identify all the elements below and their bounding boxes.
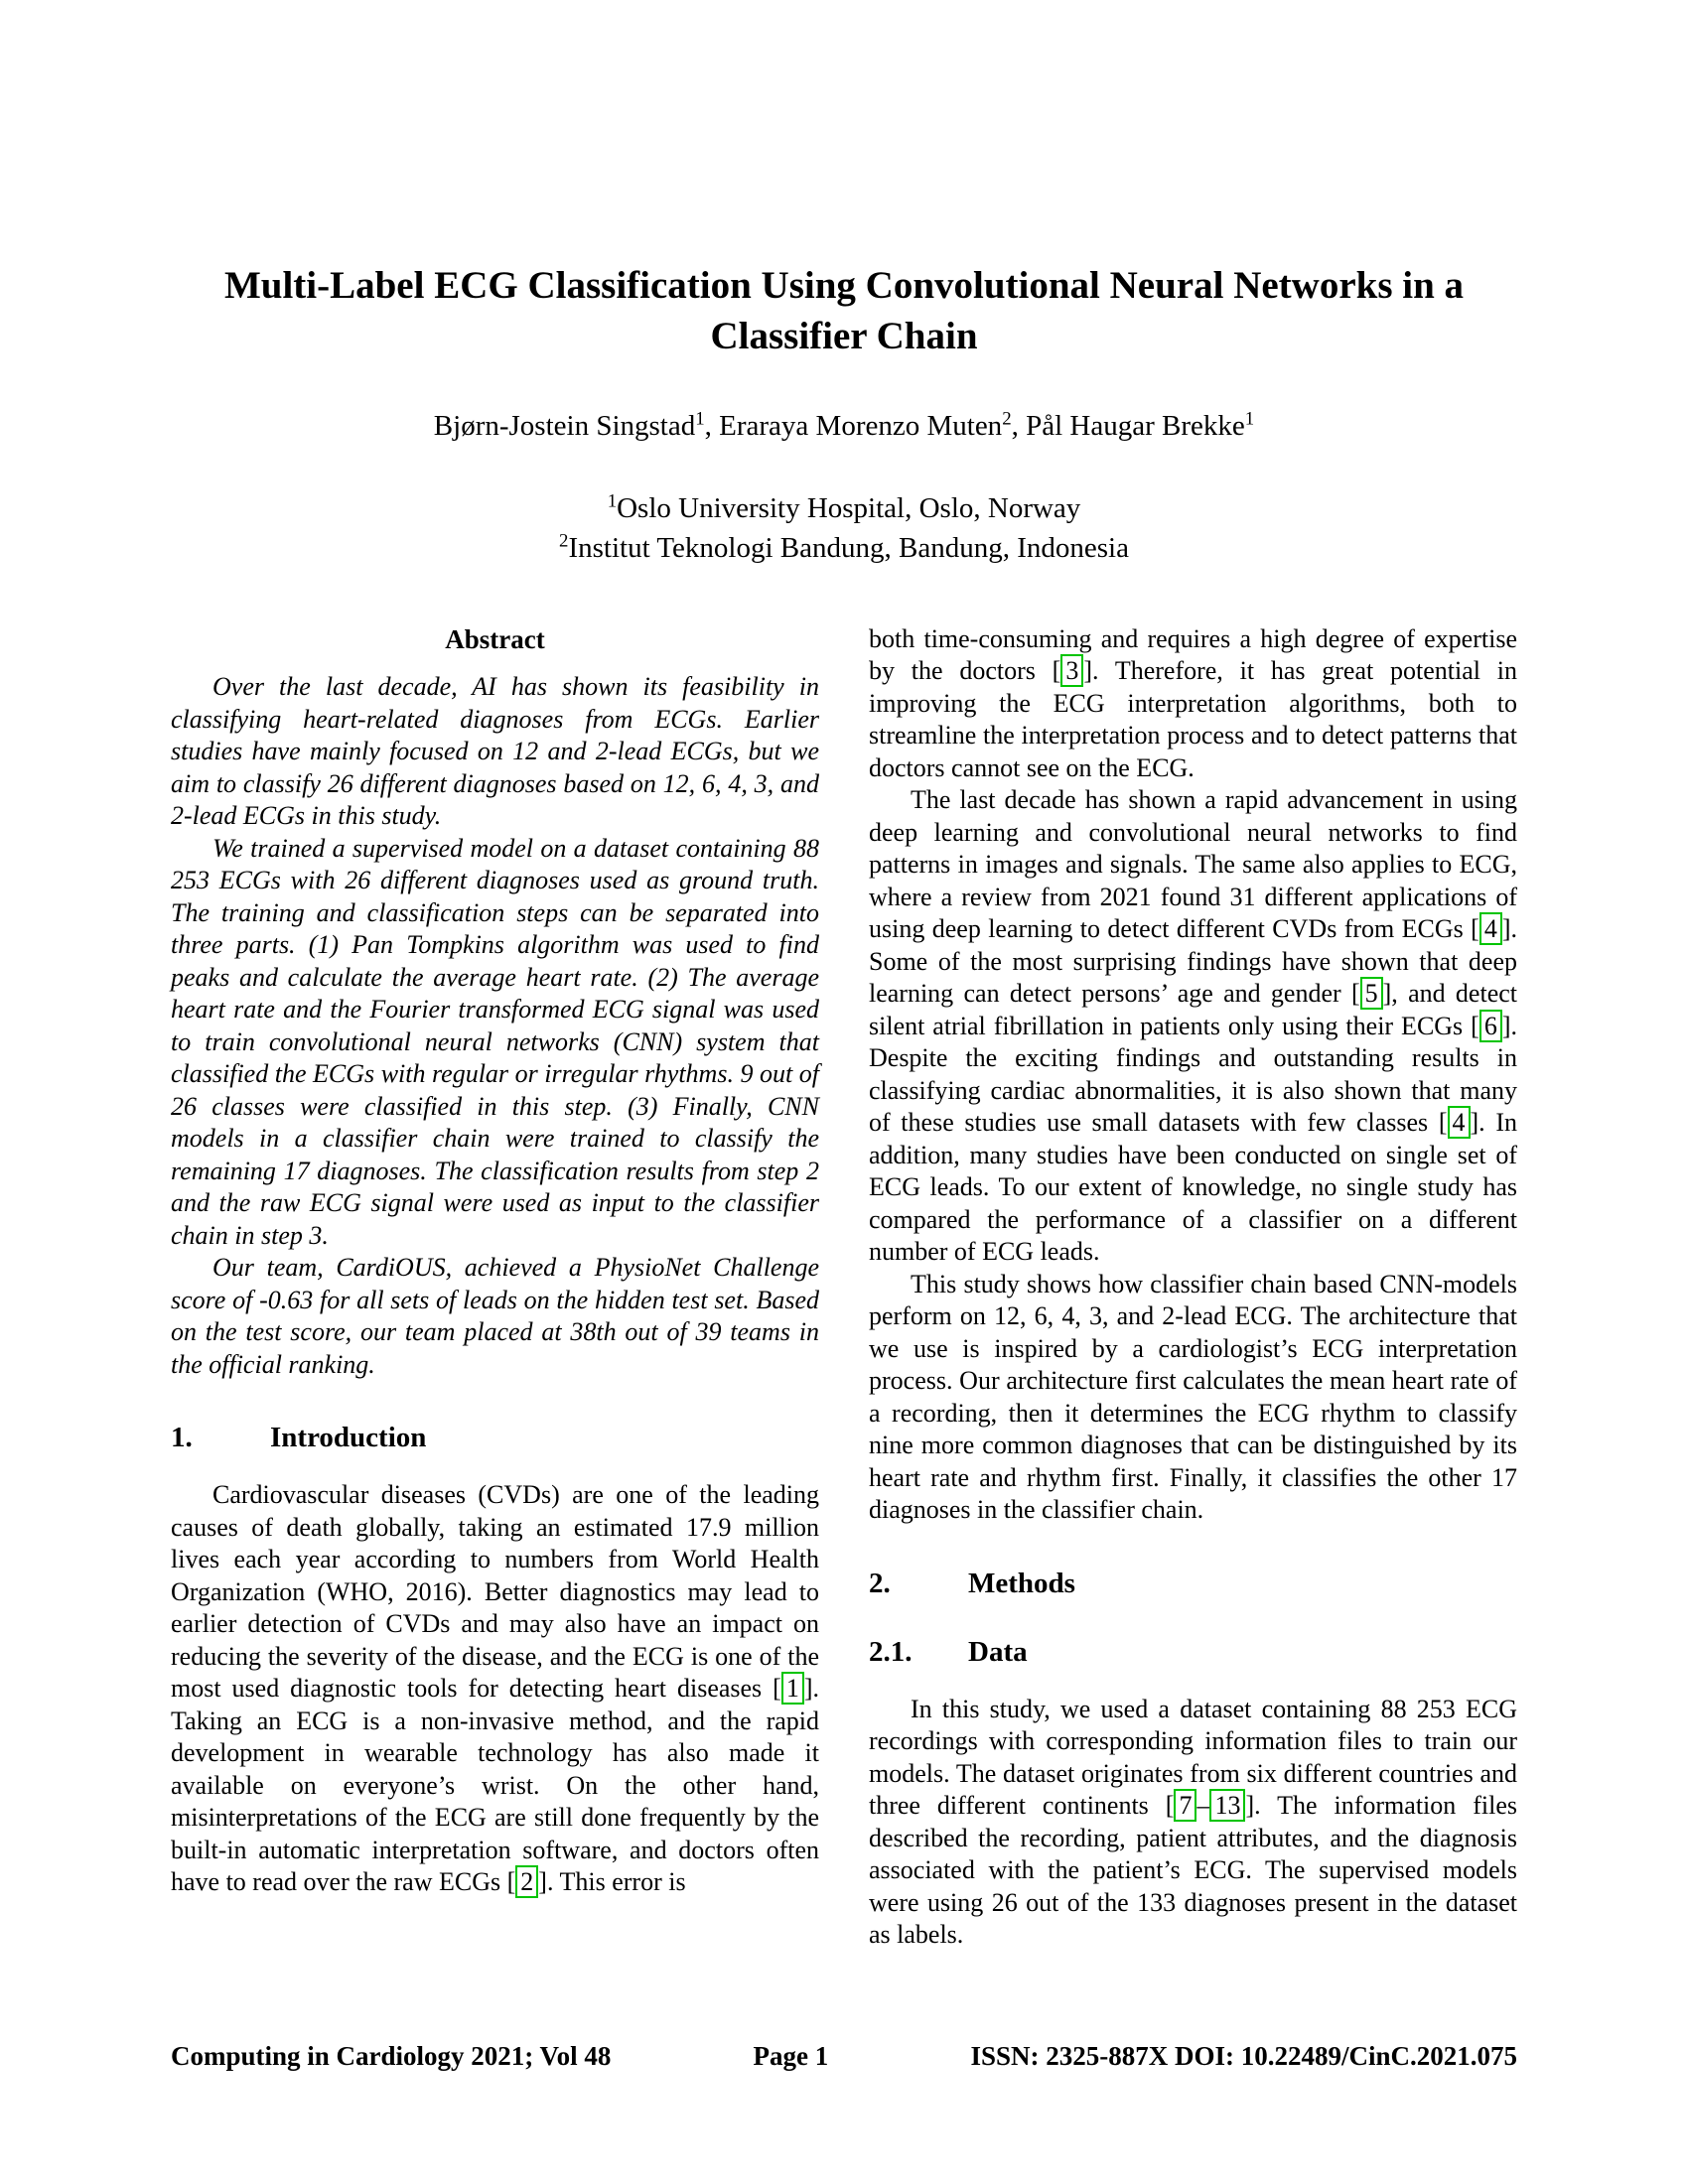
superscript: 1 bbox=[1244, 408, 1255, 430]
footer-venue: Computing in Cardiology 2021; Vol 48 bbox=[171, 2041, 612, 2071]
citation-link[interactable]: 13 bbox=[1209, 1789, 1245, 1822]
citation-link[interactable]: 2 bbox=[515, 1865, 538, 1898]
section-number-data: 2.1. bbox=[869, 1635, 913, 1668]
paper-title: Multi-Label ECG Classification Using Convolutional Neural Networks in a Classifier Chain bbox=[223, 264, 1465, 358]
introduction-paragraph-1-left-part: Cardiovascular diseases (CVDs) are one of the leading causes of death globally, taking an estimated 17.9 million lives each year according to numbers from World Health Organization (WHO, 2016). Better diagnostics may lead to earlier detection of CVDs and may also have an impact on reducing the severity of the disease, and the ECG is one of the most used diagnostic tools for detecting heart diseases [ 1 ]. Taking an ECG is a non-invasive method, and the rapid development in wearable technology has also made it available on everyone’s wrist. On the other hand, misinterpretations of the ECG are still done frequently by the built-in automatic interpretation software, and doctors often have to read over the raw ECGs [ 2 ]. This error is bbox=[171, 1480, 819, 1897]
abstract-paragraph-2: We trained a supervised model on a dataset containing 88 253 ECGs with 26 different diagnoses used as ground truth. The training and classification steps can be separated into three parts. (1) Pan Tompkins algorithm was used to find peaks and calculate the average heart rate. (2) The average heart rate and the Fourier transformed ECG signal was used to train convolutional neural networks (CNN) system that classified the ECGs with regular or irregular rhythms. 9 out of 26 classes were classified in this step. (3) Finally, CNN models in a classifier chain were trained to classify the remaining 17 diagnoses. The classification results from step 2 and the raw ECG signal were used as input to the classifier chain in step 3. bbox=[171, 833, 819, 1250]
citation-link[interactable]: 6 bbox=[1479, 1010, 1502, 1042]
section-heading-methods bbox=[869, 1567, 1517, 1601]
citation-link[interactable]: 4 bbox=[1479, 912, 1502, 945]
footer-issn-doi: ISSN: 2325-887X DOI: 10.22489/CinC.2021.075 bbox=[970, 2041, 1517, 2071]
affiliations-block bbox=[171, 488, 1517, 568]
section-title-introduction: Introduction bbox=[270, 1422, 427, 1454]
abstract-heading: Abstract bbox=[445, 623, 545, 654]
abstract-paragraph-1: Over the last decade, AI has shown its feasibility in classifying heart-related diagnoses from ECGs. Earlier studies have mainly focused on 12 and 2-lead ECGs, but we aim to classify 26 different diagnoses based on 12, 6, 4, 3, and 2-lead ECGs in this study. bbox=[171, 672, 819, 831]
section-number-methods: 2. bbox=[869, 1567, 891, 1599]
citation-link[interactable]: 4 bbox=[1448, 1106, 1471, 1139]
citation-link[interactable]: 1 bbox=[781, 1672, 804, 1705]
section-title-data: Data bbox=[968, 1635, 1028, 1668]
affiliation-line-1: $^1$Oslo University Hospital, Oslo, Norway bbox=[607, 490, 1081, 524]
section-heading-data bbox=[869, 1635, 1517, 1670]
page-footer bbox=[171, 2041, 1517, 2072]
section-number-introduction: 1. bbox=[171, 1422, 193, 1454]
data-paragraph-1: In this study, we used a dataset containing 88 253 ECG recordings with corresponding information files to train our models. The dataset originates from six different countries and three different continents [ 7 – 13 ]. The information files described the recording, patient attributes, and the diagnosis associated with the patient’s ECG. The supervised models were using 26 out of the 133 diagnoses present in the dataset as labels. bbox=[869, 1694, 1517, 1950]
superscript: 1 bbox=[695, 408, 705, 430]
superscript: 2 bbox=[559, 530, 569, 552]
citation-link[interactable]: 3 bbox=[1060, 654, 1083, 687]
affiliation-line-2: $^2$Institut Teknologi Bandung, Bandung, Indonesia bbox=[559, 530, 1129, 564]
two-column-body bbox=[171, 623, 1517, 1952]
introduction-paragraph-1-continuation: both time-consuming and requires a high degree of expertise by the doctors [ 3 ]. Therefore, it has great potential in improving the ECG interpretation algorithms, both to streamline the interpretation process and to detect patterns that doctors cannot see on the ECG. bbox=[869, 623, 1517, 782]
introduction-paragraph-2: The last decade has shown a rapid advancement in using deep learning and convolutional neural networks to find patterns in images and signals. The same also applies to ECG, where a review from 2021 found 31 different applications of using deep learning to detect different CVDs from ECGs [ 4 ]. Some of the most surprising findings have shown that deep learning can detect persons’ age and gender [ 5 ], and detect silent atrial fibrillation in patients only using their ECGs [ 6 ]. Despite the exciting findings and outstanding results in classifying cardiac abnormalities, it is also shown that many of these studies use small datasets with few classes [ 4 ]. In addition, many studies have been conducted on single set of ECG leads. To our extent of knowledge, no single study has compared the performance of a classifier on a different number of ECG leads. bbox=[869, 785, 1518, 1267]
authors-line: Bjørn-Jostein Singstad$^1$, Eraraya Morenzo Muten$^2$, Pål Haugar Brekke$^1$ bbox=[433, 408, 1255, 442]
footer-page-number: Page 1 bbox=[753, 2041, 829, 2071]
right-column bbox=[869, 623, 1517, 1952]
introduction-paragraph-3: This study shows how classifier chain based CNN-models perform on 12, 6, 4, 3, and 2-lead ECG. The architecture that we use is inspired by a cardiologist’s ECG interpretation process. Our architecture first calculates the mean heart rate of a recording, then it determines the ECG rhythm to classify nine more common diagnoses that can be distinguished by its heart rate and rhythm first. Finally, it classifies the other 17 diagnoses in the classifier chain. bbox=[869, 1269, 1517, 1525]
superscript: 1 bbox=[607, 490, 618, 512]
paper-content bbox=[171, 260, 1517, 1952]
section-heading-introduction bbox=[171, 1421, 819, 1455]
superscript: 2 bbox=[1002, 408, 1012, 430]
abstract-paragraph-3: Our team, CardiOUS, achieved a PhysioNet Challenge score of -0.63 for all sets of leads on the hidden test set. Based on the test score, our team placed at 38th out of 39 teams in the official ranking. bbox=[171, 1253, 819, 1379]
left-column bbox=[171, 623, 819, 1952]
citation-link[interactable]: 7 bbox=[1174, 1789, 1196, 1822]
section-title-methods: Methods bbox=[968, 1567, 1075, 1599]
citation-link[interactable]: 5 bbox=[1360, 977, 1383, 1010]
